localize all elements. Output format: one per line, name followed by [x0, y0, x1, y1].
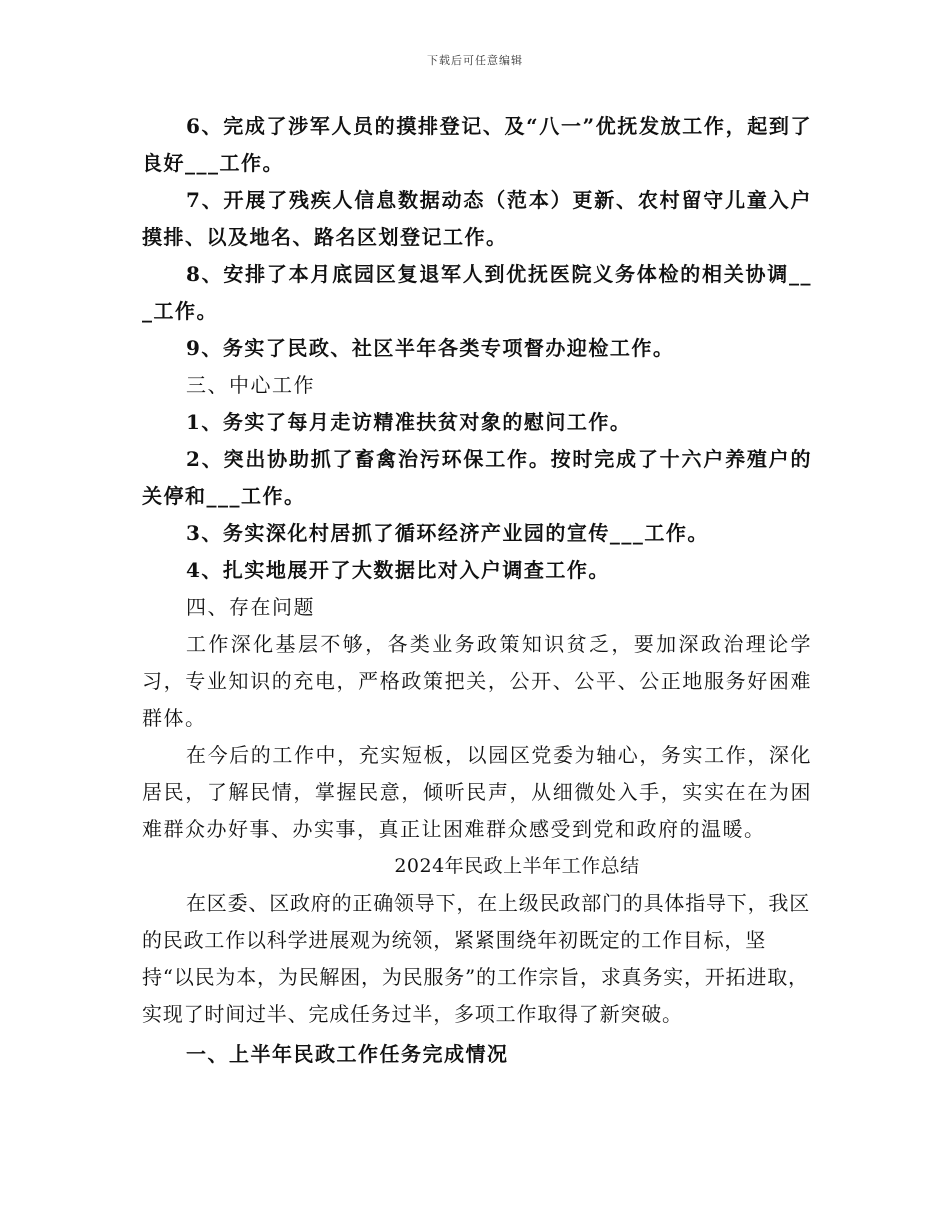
report-section-one-heading: 一、上半年民政工作任务完成情况	[186, 1042, 509, 1066]
report-intro-paragraph: 在区委、区政府的正确领导下，在上级民政部门的具体指导下，我区的民政工作以科学进展观为统领，紧紧围绕年初既定的工作目标，坚持“以民为本，为民解困，为民服务”的工作宗旨，求真务实，开拓进取，实现了时间过半、完成任务过半，多项工作取得了新突破。	[142, 891, 810, 1026]
document-body	[142, 108, 812, 1073]
list-item-9: 9、务实了民政、社区半年各类专项督办迎检工作。	[186, 336, 675, 360]
report-title: 2024年民政上半年工作总结	[394, 855, 640, 877]
page-header: 下载后可任意编辑	[427, 54, 523, 67]
section-four-paragraph-2: 在今后的工作中，充实短板，以园区党委为轴心，务实工作，深化居民，了解民情，掌握民意，倾听民声，从细微处入手，实实在在为困难群众办好事、办实事，真正让困难群众感受到党和政府的温暖。	[142, 743, 812, 841]
section-three-item-3: 3、务实深化村居抓了循环经济产业园的宣传___工作。	[186, 521, 709, 545]
section-three-item-2: 2、突出协助抓了畜禽治污环保工作。按时完成了十六户养殖户的关停和___工作。	[142, 447, 812, 508]
section-four-heading: 四、存在问题	[186, 595, 315, 619]
list-item-6: 6、完成了涉军人员的摸排登记、及“八一”优抚发放工作，起到了良好___工作。	[142, 114, 812, 175]
section-three-item-1: 1、务实了每月走访精准扶贫对象的慰问工作。	[186, 410, 632, 434]
section-four-paragraph-1: 工作深化基层不够，各类业务政策知识贫乏，要加深政治理论学习，专业知识的充电，严格政策把关，公开、公平、公正地服务好困难群体。	[142, 632, 812, 730]
list-item-8: 8、安排了本月底园区复退军人到优抚医院义务体检的相关协调___工作。	[142, 262, 812, 323]
section-three-heading: 三、中心工作	[186, 373, 315, 397]
section-three-item-4: 4、扎实地展开了大数据比对入户调查工作。	[186, 558, 610, 582]
list-item-7: 7、开展了残疾人信息数据动态（范本）更新、农村留守儿童入户摸排、以及地名、路名区划登记工作。	[142, 188, 812, 249]
